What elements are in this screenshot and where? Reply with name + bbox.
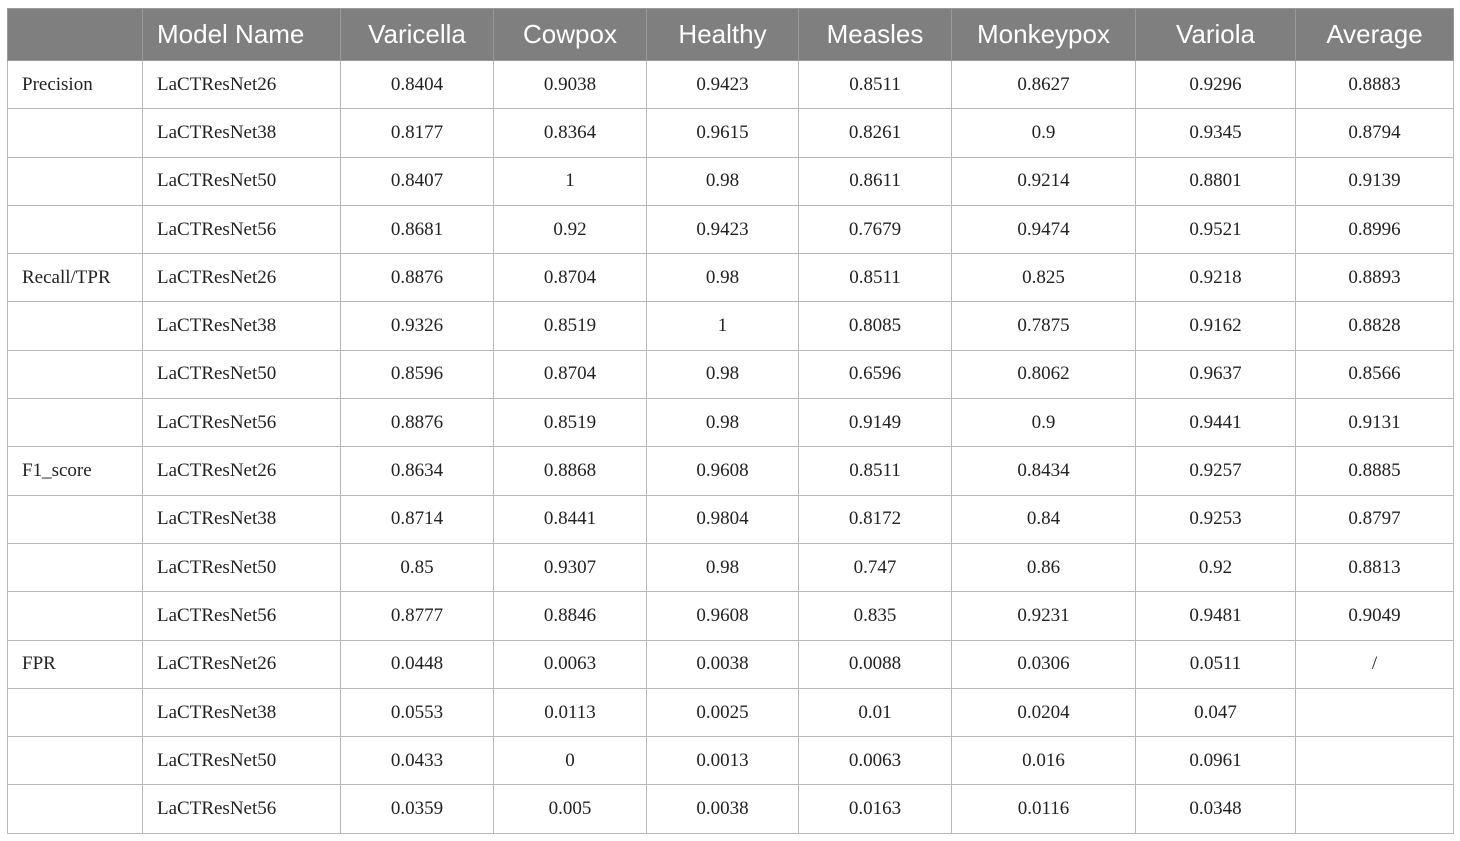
cell-metric: F1_score xyxy=(8,447,143,495)
cell-average: 0.9131 xyxy=(1296,399,1454,447)
table-body xyxy=(8,61,1454,834)
cell-average: 0.8794 xyxy=(1296,109,1454,157)
cell-cowpox: 0.8704 xyxy=(494,254,647,302)
cell-variola: 0.8801 xyxy=(1136,157,1296,205)
cell-average: 0.8797 xyxy=(1296,495,1454,543)
cell-metric xyxy=(8,688,143,736)
cell-variola: 0.92 xyxy=(1136,543,1296,591)
cell-cowpox: 0.8846 xyxy=(494,592,647,640)
cell-healthy: 0.9608 xyxy=(647,447,799,495)
cell-measles: 0.8261 xyxy=(799,109,952,157)
cell-healthy: 0.9423 xyxy=(647,205,799,253)
cell-model-name: LaCTResNet56 xyxy=(143,592,341,640)
cell-varicella: 0.8596 xyxy=(341,350,494,398)
cell-variola: 0.9257 xyxy=(1136,447,1296,495)
cell-monkeypox: 0.84 xyxy=(952,495,1136,543)
cell-cowpox: 0.0063 xyxy=(494,640,647,688)
cell-variola: 0.0348 xyxy=(1136,785,1296,833)
cell-average xyxy=(1296,785,1454,833)
cell-measles: 0.0088 xyxy=(799,640,952,688)
cell-monkeypox: 0.0116 xyxy=(952,785,1136,833)
cell-healthy: 0.9615 xyxy=(647,109,799,157)
cell-monkeypox: 0.9 xyxy=(952,399,1136,447)
cell-healthy: 0.98 xyxy=(647,254,799,302)
cell-model-name: LaCTResNet56 xyxy=(143,785,341,833)
cell-model-name: LaCTResNet56 xyxy=(143,205,341,253)
cell-cowpox: 0.92 xyxy=(494,205,647,253)
cell-measles: 0.0063 xyxy=(799,737,952,785)
cell-monkeypox: 0.0306 xyxy=(952,640,1136,688)
cell-monkeypox: 0.9214 xyxy=(952,157,1136,205)
cell-metric: FPR xyxy=(8,640,143,688)
cell-cowpox: 0.9307 xyxy=(494,543,647,591)
table-row xyxy=(8,737,1454,785)
cell-measles: 0.01 xyxy=(799,688,952,736)
cell-monkeypox: 0.86 xyxy=(952,543,1136,591)
cell-varicella: 0.0433 xyxy=(341,737,494,785)
cell-variola: 0.9162 xyxy=(1136,302,1296,350)
cell-measles: 0.8611 xyxy=(799,157,952,205)
table-row xyxy=(8,109,1454,157)
cell-measles: 0.835 xyxy=(799,592,952,640)
cell-measles: 0.8511 xyxy=(799,447,952,495)
table-row xyxy=(8,592,1454,640)
cell-cowpox: 0.8868 xyxy=(494,447,647,495)
cell-monkeypox: 0.8627 xyxy=(952,61,1136,109)
cell-cowpox: 0.0113 xyxy=(494,688,647,736)
header-variola: Variola xyxy=(1136,9,1296,61)
cell-monkeypox: 0.9 xyxy=(952,109,1136,157)
metrics-table-container xyxy=(7,8,1453,834)
cell-model-name: LaCTResNet50 xyxy=(143,737,341,785)
cell-average: 0.8996 xyxy=(1296,205,1454,253)
cell-metric xyxy=(8,399,143,447)
cell-metric xyxy=(8,350,143,398)
cell-varicella: 0.9326 xyxy=(341,302,494,350)
cell-healthy: 0.98 xyxy=(647,399,799,447)
cell-varicella: 0.8404 xyxy=(341,61,494,109)
cell-measles: 0.8172 xyxy=(799,495,952,543)
cell-cowpox: 0.8519 xyxy=(494,302,647,350)
cell-varicella: 0.8177 xyxy=(341,109,494,157)
cell-model-name: LaCTResNet50 xyxy=(143,157,341,205)
cell-metric xyxy=(8,737,143,785)
table-row xyxy=(8,61,1454,109)
cell-variola: 0.0511 xyxy=(1136,640,1296,688)
header-healthy: Healthy xyxy=(647,9,799,61)
cell-model-name: LaCTResNet26 xyxy=(143,640,341,688)
cell-variola: 0.9296 xyxy=(1136,61,1296,109)
cell-cowpox: 0.8364 xyxy=(494,109,647,157)
cell-model-name: LaCTResNet50 xyxy=(143,543,341,591)
table-row xyxy=(8,688,1454,736)
cell-varicella: 0.8876 xyxy=(341,399,494,447)
cell-healthy: 0.9608 xyxy=(647,592,799,640)
cell-varicella: 0.8634 xyxy=(341,447,494,495)
cell-model-name: LaCTResNet56 xyxy=(143,399,341,447)
cell-healthy: 0.9804 xyxy=(647,495,799,543)
cell-metric xyxy=(8,495,143,543)
cell-variola: 0.0961 xyxy=(1136,737,1296,785)
header-measles: Measles xyxy=(799,9,952,61)
header-average: Average xyxy=(1296,9,1454,61)
table-row xyxy=(8,785,1454,833)
cell-measles: 0.7679 xyxy=(799,205,952,253)
cell-measles: 0.8085 xyxy=(799,302,952,350)
cell-metric xyxy=(8,157,143,205)
cell-varicella: 0.0553 xyxy=(341,688,494,736)
cell-monkeypox: 0.016 xyxy=(952,737,1136,785)
cell-varicella: 0.8714 xyxy=(341,495,494,543)
cell-monkeypox: 0.8062 xyxy=(952,350,1136,398)
cell-average xyxy=(1296,737,1454,785)
cell-cowpox: 0 xyxy=(494,737,647,785)
cell-cowpox: 0.8519 xyxy=(494,399,647,447)
cell-cowpox: 0.9038 xyxy=(494,61,647,109)
cell-measles: 0.8511 xyxy=(799,61,952,109)
cell-average: 0.8885 xyxy=(1296,447,1454,495)
cell-average: 0.8893 xyxy=(1296,254,1454,302)
cell-model-name: LaCTResNet38 xyxy=(143,302,341,350)
cell-healthy: 1 xyxy=(647,302,799,350)
cell-model-name: LaCTResNet38 xyxy=(143,109,341,157)
table-row xyxy=(8,350,1454,398)
cell-varicella: 0.85 xyxy=(341,543,494,591)
cell-variola: 0.047 xyxy=(1136,688,1296,736)
cell-metric xyxy=(8,785,143,833)
cell-monkeypox: 0.9474 xyxy=(952,205,1136,253)
cell-variola: 0.9441 xyxy=(1136,399,1296,447)
table-row xyxy=(8,640,1454,688)
table-row xyxy=(8,205,1454,253)
table-row xyxy=(8,495,1454,543)
cell-average: / xyxy=(1296,640,1454,688)
table-row xyxy=(8,399,1454,447)
cell-monkeypox: 0.825 xyxy=(952,254,1136,302)
cell-cowpox: 0.005 xyxy=(494,785,647,833)
table-row xyxy=(8,447,1454,495)
header-metric xyxy=(8,9,143,61)
cell-model-name: LaCTResNet26 xyxy=(143,61,341,109)
cell-model-name: LaCTResNet38 xyxy=(143,495,341,543)
cell-metric xyxy=(8,302,143,350)
cell-variola: 0.9345 xyxy=(1136,109,1296,157)
cell-metric: Precision xyxy=(8,61,143,109)
cell-varicella: 0.8777 xyxy=(341,592,494,640)
cell-healthy: 0.98 xyxy=(647,350,799,398)
header-model-name: Model Name xyxy=(143,9,341,61)
header-monkeypox: Monkeypox xyxy=(952,9,1136,61)
metrics-table xyxy=(7,8,1454,834)
cell-monkeypox: 0.8434 xyxy=(952,447,1136,495)
table-row xyxy=(8,543,1454,591)
cell-average: 0.9139 xyxy=(1296,157,1454,205)
cell-measles: 0.747 xyxy=(799,543,952,591)
cell-average: 0.9049 xyxy=(1296,592,1454,640)
cell-model-name: LaCTResNet26 xyxy=(143,447,341,495)
cell-variola: 0.9521 xyxy=(1136,205,1296,253)
cell-healthy: 0.0038 xyxy=(647,640,799,688)
cell-cowpox: 0.8441 xyxy=(494,495,647,543)
cell-monkeypox: 0.0204 xyxy=(952,688,1136,736)
cell-healthy: 0.0038 xyxy=(647,785,799,833)
header-varicella: Varicella xyxy=(341,9,494,61)
cell-average: 0.8883 xyxy=(1296,61,1454,109)
cell-varicella: 0.0359 xyxy=(341,785,494,833)
cell-model-name: LaCTResNet26 xyxy=(143,254,341,302)
cell-metric xyxy=(8,109,143,157)
cell-cowpox: 0.8704 xyxy=(494,350,647,398)
cell-variola: 0.9253 xyxy=(1136,495,1296,543)
cell-healthy: 0.0025 xyxy=(647,688,799,736)
cell-metric xyxy=(8,592,143,640)
header-cowpox: Cowpox xyxy=(494,9,647,61)
cell-variola: 0.9637 xyxy=(1136,350,1296,398)
header-row xyxy=(8,9,1454,61)
cell-healthy: 0.0013 xyxy=(647,737,799,785)
cell-average: 0.8566 xyxy=(1296,350,1454,398)
cell-measles: 0.8511 xyxy=(799,254,952,302)
cell-average xyxy=(1296,688,1454,736)
cell-varicella: 0.8876 xyxy=(341,254,494,302)
cell-metric: Recall/TPR xyxy=(8,254,143,302)
cell-metric xyxy=(8,543,143,591)
cell-variola: 0.9218 xyxy=(1136,254,1296,302)
table-row xyxy=(8,254,1454,302)
cell-healthy: 0.98 xyxy=(647,157,799,205)
cell-measles: 0.6596 xyxy=(799,350,952,398)
cell-monkeypox: 0.7875 xyxy=(952,302,1136,350)
cell-measles: 0.9149 xyxy=(799,399,952,447)
table-row xyxy=(8,157,1454,205)
cell-varicella: 0.8407 xyxy=(341,157,494,205)
cell-average: 0.8813 xyxy=(1296,543,1454,591)
cell-model-name: LaCTResNet38 xyxy=(143,688,341,736)
cell-model-name: LaCTResNet50 xyxy=(143,350,341,398)
cell-average: 0.8828 xyxy=(1296,302,1454,350)
cell-monkeypox: 0.9231 xyxy=(952,592,1136,640)
cell-variola: 0.9481 xyxy=(1136,592,1296,640)
table-row xyxy=(8,302,1454,350)
cell-measles: 0.0163 xyxy=(799,785,952,833)
cell-metric xyxy=(8,205,143,253)
cell-cowpox: 1 xyxy=(494,157,647,205)
cell-healthy: 0.9423 xyxy=(647,61,799,109)
cell-varicella: 0.8681 xyxy=(341,205,494,253)
cell-varicella: 0.0448 xyxy=(341,640,494,688)
cell-healthy: 0.98 xyxy=(647,543,799,591)
